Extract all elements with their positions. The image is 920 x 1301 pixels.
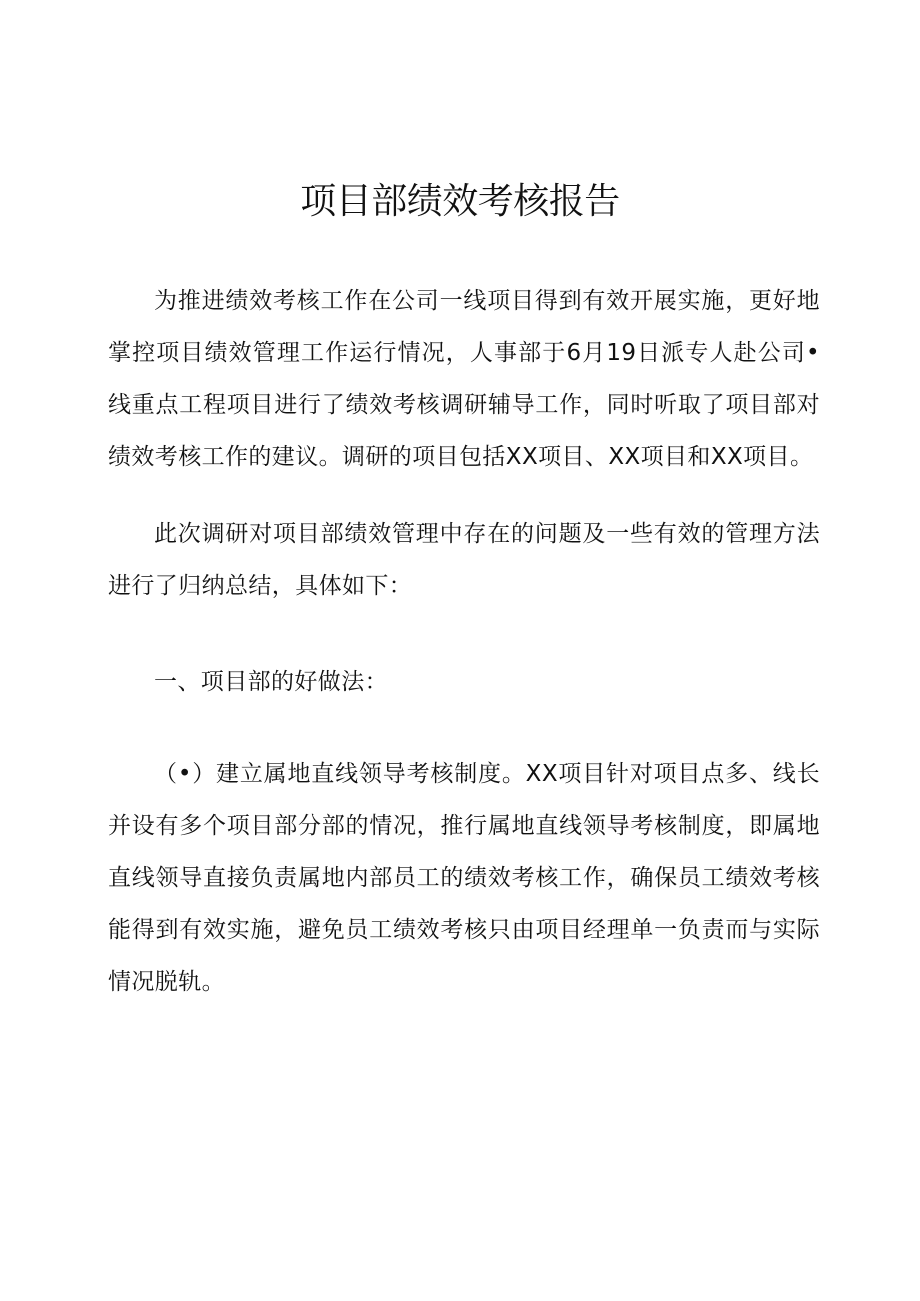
document-title: 项目部绩效考核报告: [300, 181, 620, 222]
intro-paragraph: 为推进绩效考核工作在公司一线项目得到有效开展实施，更好地掌控项目绩效管理工作运行情况，人事部于6月19日派专人赴公司•线重点工程项目进行了绩效考核调研辅导工作，同时听取了项目部对绩效考核工作的建议。调研的项目包括XX项目、XX项目和XX项目。: [108, 288, 820, 470]
item-one-paragraph: （•）建立属地直线领导考核制度。XX项目针对项目点多、线长并设有多个项目部分部的情况，推行属地直线领导考核制度，即属地直线领导直接负责属地内部员工的绩效考核工作，确保员工绩效考核能得到有效实施，避免员工绩效考核只由项目经理单一负责而与实际情况脱轨。: [108, 761, 820, 995]
summary-paragraph: 此次调研对项目部绩效管理中存在的问题及一些有效的管理方法进行了归纳总结，具体如下：: [108, 521, 820, 599]
section-heading: 一、项目部的好做法：: [154, 669, 388, 695]
